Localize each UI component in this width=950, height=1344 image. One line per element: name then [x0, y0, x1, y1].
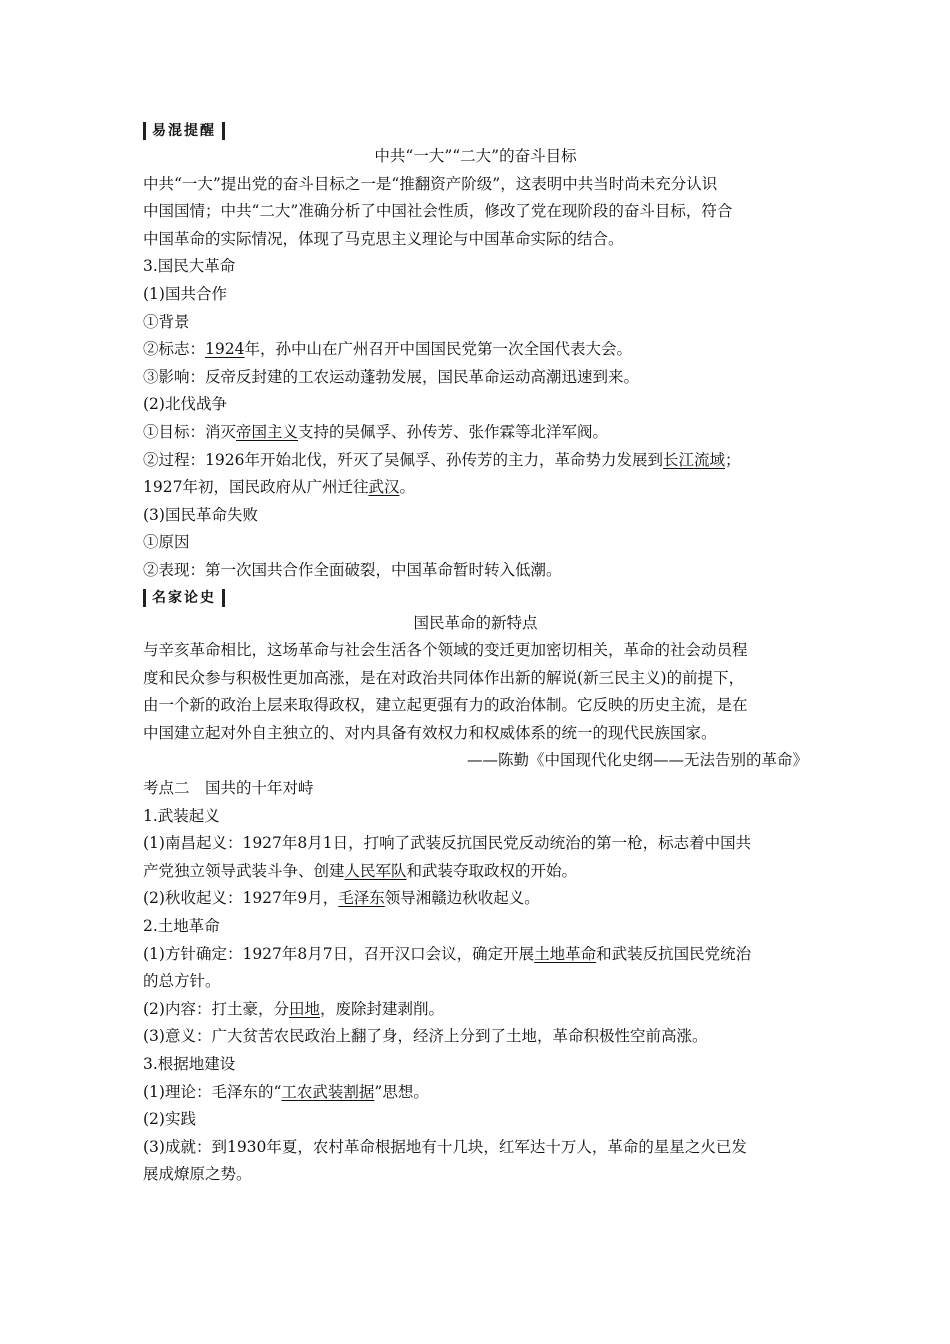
history-tag: 名家论史: [143, 589, 225, 607]
text: 支持的吴佩孚、孙传芳、张作霖等北洋军阀。: [298, 422, 609, 441]
list-item: 的总方针。: [143, 972, 221, 991]
list-item: ③影响：反帝反封建的工农运动蓬勃发展，国民革命运动高潮迅速到来。: [143, 367, 640, 386]
history-text-line: 中国建立起对外自主独立的、对内具备有效权力和权威体系的统一的现代民族国家。: [143, 723, 717, 742]
text: ①目标：消灭: [143, 422, 237, 441]
text: 产党独立领导武装斗争、创建: [143, 861, 345, 880]
text: 和武装反抗国民党统治: [596, 944, 752, 963]
history-title: 国民革命的新特点: [413, 613, 538, 632]
list-item: [143, 941, 808, 969]
subsection-heading: 3.根据地建设: [143, 1055, 236, 1073]
text: (2)秋收起义：1927年9月，: [143, 889, 339, 908]
text: ，废除封建剥削。: [319, 999, 444, 1018]
text: ；: [724, 450, 741, 469]
text: 1927年初，国民政府从广州迁往: [143, 478, 369, 497]
history-tag-box: [143, 585, 808, 610]
list-item: [143, 474, 808, 502]
list-item: 展成燎原之势。: [143, 1165, 252, 1184]
list-item: ①原因: [143, 533, 190, 552]
tip-title: 中共“一大”“二大”的奋斗目标: [374, 147, 577, 165]
tip-tag-box: [143, 118, 808, 143]
underlined-answer: 长江流域: [662, 450, 725, 469]
list-item: [143, 1079, 808, 1107]
subsection-heading: (2)北伐战争: [143, 395, 227, 414]
tip-tag: 易混提醒: [143, 122, 225, 140]
text: 和武装夺取政权的开始。: [406, 861, 578, 880]
text: (1)理论：毛泽东的“: [143, 1082, 282, 1101]
history-text-line: 与辛亥革命相比，这场革命与社会生活各个领域的变迁更加密切相关，革命的社会动员程: [143, 641, 748, 660]
list-item: (2)实践: [143, 1110, 196, 1129]
list-item: (3)意义：广大贫苦农民政治上翻了身，经济上分到了土地，革命积极性空前高涨。: [143, 1027, 708, 1046]
list-item: [143, 885, 808, 913]
section-heading: 3.国民大革命: [143, 257, 236, 276]
text: 领导湘赣边秋收起义。: [384, 889, 540, 908]
tip-text-line: 中共“一大”提出党的奋斗目标之一是“推翻资产阶级”，这表明中共当时尚未充分认识: [143, 174, 718, 193]
section-heading: 考点二 国共的十年对峙: [143, 779, 314, 798]
history-text-line: 由一个新的政治上层来取得政权，建立起更强有力的政治体制。它反映的历史主流，是在: [143, 696, 748, 715]
text: (1)方针确定：1927年8月7日，召开汉口会议，确定开展: [143, 944, 535, 963]
list-item: [143, 858, 808, 886]
list-item: [143, 336, 808, 364]
list-item: ②表现：第一次国共合作全面破裂，中国革命暂时转入低潮。: [143, 560, 562, 579]
text: 。: [399, 478, 415, 497]
underlined-answer: 帝国主义: [236, 422, 299, 441]
list-item: (3)成就：到1930年夏，农村革命根据地有十几块，红军达十万人，革命的星星之火已发: [143, 1137, 747, 1156]
list-item: (1)南昌起义：1927年8月1日，打响了武装反抗国民党反动统治的第一枪，标志着中国共: [143, 834, 752, 853]
text: (2)内容：打土豪，分: [143, 999, 289, 1018]
subsection-heading: (1)国共合作: [143, 284, 227, 303]
list-item: [143, 419, 808, 447]
subsection-heading: 2.土地革命: [143, 917, 220, 936]
tip-text-line: 中国革命的实际情况，体现了马克思主义理论与中国革命实际的结合。: [143, 229, 624, 248]
subsection-heading: (3)国民革命失败: [143, 505, 258, 524]
list-item: [143, 996, 808, 1024]
text: 年，孙中山在广州召开中国国民党第一次全国代表大会。: [244, 340, 632, 359]
underlined-answer: 田地: [288, 999, 320, 1018]
underlined-answer: 人民军队: [344, 861, 407, 880]
history-source: ——陈勤《中国现代化史纲——无法告别的革命》: [466, 751, 808, 770]
list-item: ①背景: [143, 312, 190, 331]
underlined-answer: 1924: [205, 340, 245, 359]
list-item: [143, 447, 808, 475]
underlined-answer: 武汉: [368, 478, 400, 497]
underlined-answer: 土地革命: [534, 944, 597, 963]
text: ②过程：1926年开始北伐，歼灭了吴佩孚、孙传芳的主力，革命势力发展到: [143, 450, 663, 469]
underlined-answer: 工农武装割据: [281, 1082, 375, 1101]
history-text-line: 度和民众参与积极性更加高涨，是在对政治共同体作出新的解说(新三民主义)的前提下，: [143, 668, 745, 687]
document-page: [143, 118, 808, 1189]
tip-text-line: 中国国情；中共“二大”准确分析了中国社会性质，修改了党在现阶段的奋斗目标，符合: [143, 202, 733, 221]
underlined-answer: 毛泽东: [338, 889, 385, 908]
text: ”思想。: [374, 1082, 429, 1101]
text: ②标志：: [143, 340, 206, 359]
subsection-heading: 1.武装起义: [143, 806, 220, 825]
